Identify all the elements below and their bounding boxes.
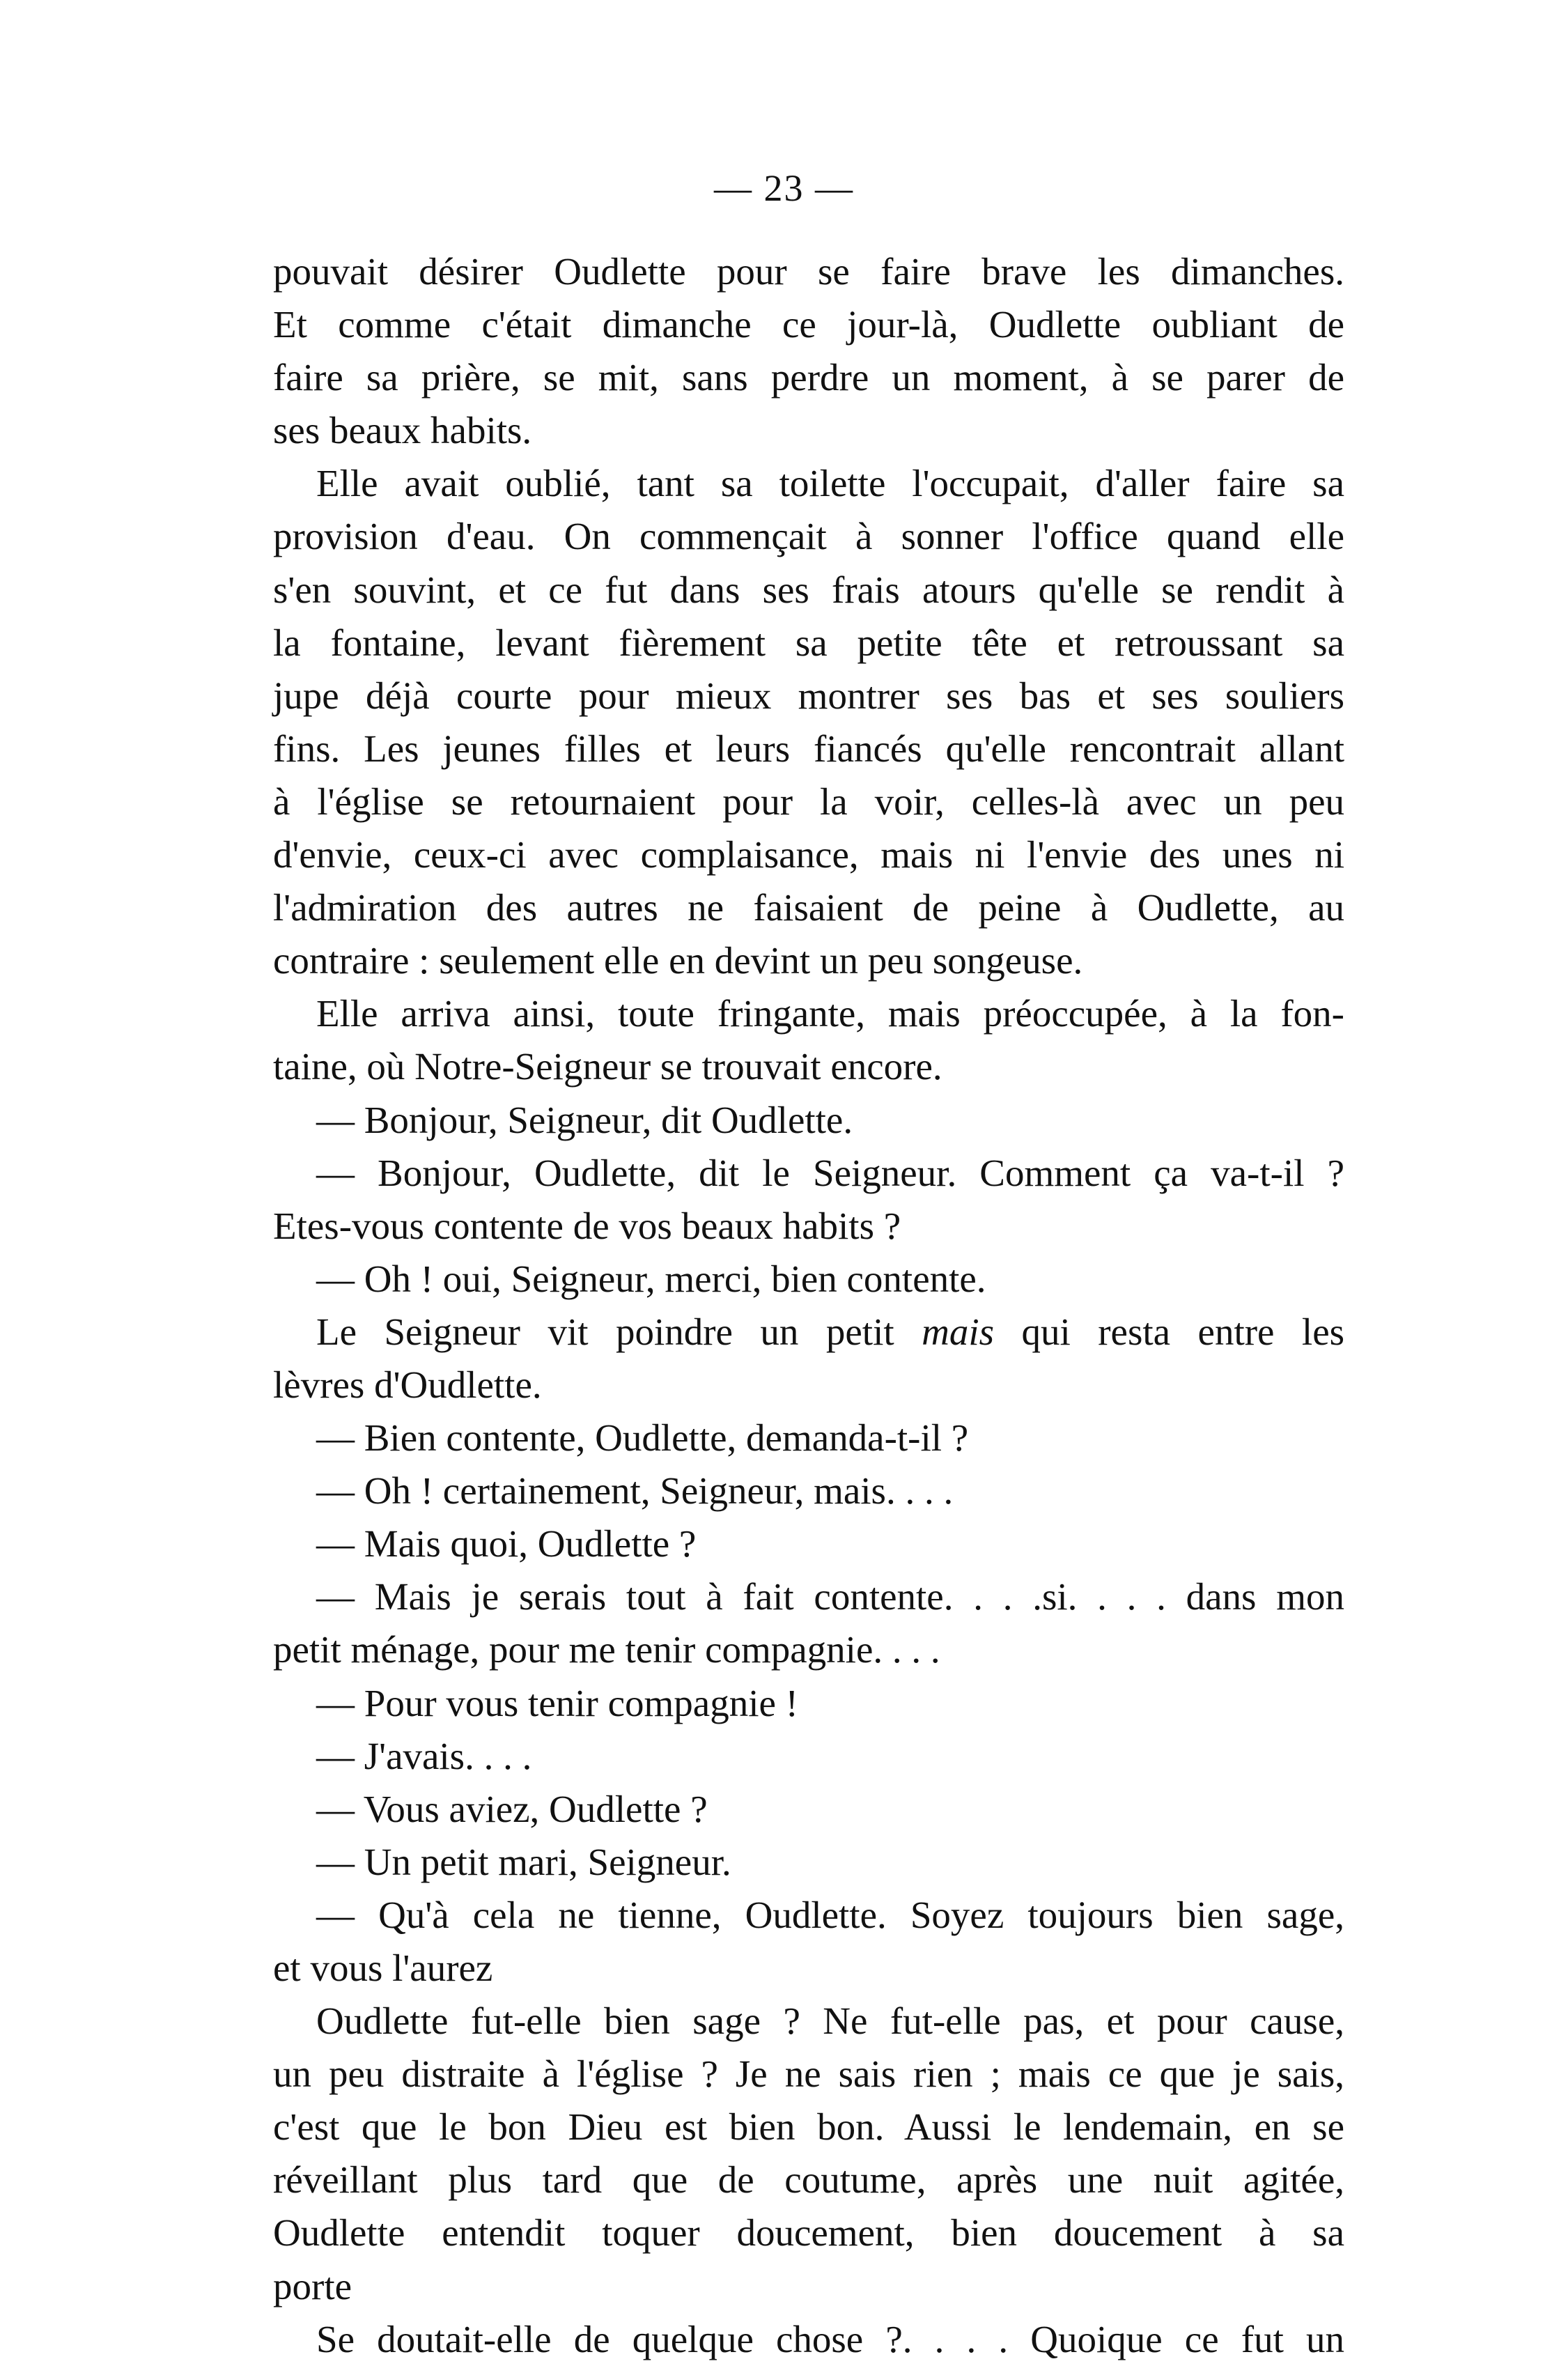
text-line: Etes-vous contente de vos beaux habits ? <box>273 1204 901 1247</box>
text-line: — Vous aviez, Oudlette ? <box>316 1787 708 1830</box>
text-line: — Oh ! certainement, Seigneur, mais. . . . <box>316 1469 954 1513</box>
text-line: contraire : seulement elle en devint un peu songeuse. <box>273 939 1083 982</box>
italic-word: mais <box>922 1310 995 1353</box>
text-line: provision d'eau. On commençait à sonner l'office quand elle <box>273 515 1344 558</box>
text-line: petit ménage, pour me tenir compagnie. . . . <box>273 1628 940 1671</box>
text-line: Elle avait oublié, tant sa toilette l'occupait, d'aller faire sa <box>316 462 1344 505</box>
text-line: un peu distraite à l'église ? Je ne sais rien ; mais ce que je sais, <box>273 2052 1344 2096</box>
text-line: — Mais je serais tout à fait contente. . . .si. . . . dans mon <box>316 1575 1344 1618</box>
text-line: Oudlette entendit toquer doucement, bien doucement à sa <box>273 2211 1344 2255</box>
text-line: — Bonjour, Seigneur, dit Oudlette. <box>316 1098 853 1141</box>
text-line: taine, où Notre-Seigneur se trouvait encore. <box>273 1045 942 1088</box>
text-line: d'envie, ceux-ci avec complaisance, mais ni l'envie des unes ni <box>273 833 1344 876</box>
text-line: s'en souvint, et ce fut dans ses frais atours qu'elle se rendit à <box>273 568 1344 611</box>
text-line: Elle arriva ainsi, toute fringante, mais préoccupée, à la fon- <box>316 992 1344 1035</box>
text-segment: Le Seigneur vit poindre un petit <box>316 1310 894 1353</box>
page-number: — 23 — <box>714 167 854 209</box>
text-line: l'admiration des autres ne faisaient de peine à Oudlette, au <box>273 886 1344 929</box>
body-text <box>273 245 1344 2366</box>
text-line: ses beaux habits. <box>273 409 532 452</box>
text-line: pouvait désirer Oudlette pour se faire brave les dimanches. <box>273 250 1344 293</box>
text-line: — Pour vous tenir compagnie ! <box>316 1681 798 1724</box>
text-line: réveillant plus tard que de coutume, après une nuit agitée, <box>273 2158 1344 2202</box>
text-segment: qui resta entre les <box>1021 1310 1345 1353</box>
text-line: porte <box>273 2264 352 2307</box>
text-line: Et comme c'était dimanche ce jour-là, Oudlette oubliant de <box>273 303 1344 346</box>
text-line: — Bien contente, Oudlette, demanda-t-il ? <box>316 1416 969 1460</box>
text-line <box>273 1306 1344 1359</box>
text-line: — Mais quoi, Oudlette ? <box>316 1522 697 1565</box>
text-line: — Oh ! oui, Seigneur, merci, bien contente. <box>316 1257 986 1300</box>
text-line: c'est que le bon Dieu est bien bon. Aussi le lendemain, en se <box>273 2105 1344 2149</box>
text-line: — Un petit mari, Seigneur. <box>316 1840 731 1883</box>
text-line: Oudlette fut-elle bien sage ? Ne fut-elle pas, et pour cause, <box>316 2000 1344 2043</box>
text-line: la fontaine, levant fièrement sa petite tête et retroussant sa <box>273 621 1344 664</box>
text-line: lèvres d'Oudlette. <box>273 1363 542 1406</box>
text-line: à l'église se retournaient pour la voir, celles-là avec un peu <box>273 780 1344 823</box>
text-line: — J'avais. . . . <box>316 1734 532 1777</box>
text-line: — Bonjour, Oudlette, dit le Seigneur. Comment ça va-t-il ? <box>316 1151 1344 1194</box>
text-line: jupe déjà courte pour mieux montrer ses bas et ses souliers <box>273 674 1344 717</box>
text-line: fins. Les jeunes filles et leurs fiancés qu'elle rencontrait allant <box>273 727 1344 770</box>
text-line: faire sa prière, se mit, sans perdre un moment, à se parer de <box>273 356 1344 399</box>
text-line: Se doutait-elle de quelque chose ?. . . . Quoique ce fut un <box>316 2317 1344 2360</box>
text-line: et vous l'aurez <box>273 1947 493 1989</box>
text-line: — Qu'à cela ne tienne, Oudlette. Soyez toujours bien sage, <box>316 1893 1344 1936</box>
